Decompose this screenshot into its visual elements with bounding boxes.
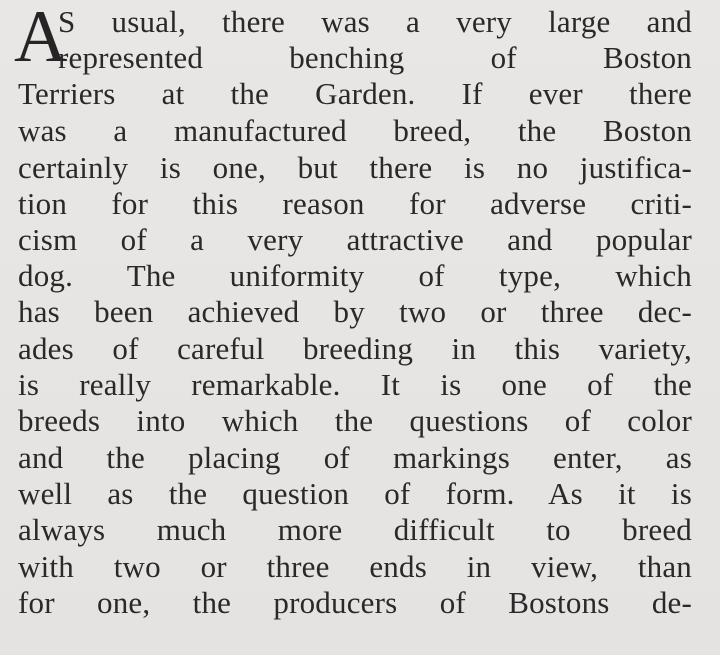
text-line-10: ades of careful breeding in this variety, — [18, 331, 692, 366]
text-line-16: with two or three ends in view, than — [18, 549, 692, 584]
text-line-12: breeds into which the questions of color — [18, 403, 692, 438]
text-line-17: for one, the producers of Bostons de- — [18, 585, 692, 620]
text-line-7: cism of a very attractive and popular — [18, 222, 692, 257]
text-line-8: dog. The uniformity of type, which — [18, 258, 692, 293]
text-line-13: and the placing of markings enter, as — [18, 440, 692, 475]
text-line-3: Terriers at the Garden. If ever there — [18, 76, 692, 111]
text-line-4: was a manufactured breed, the Boston — [18, 113, 692, 148]
text-line-9: has been achieved by two or three dec- — [18, 294, 692, 329]
text-line-14: well as the question of form. As it is — [18, 476, 692, 511]
text-line-2: represented benching of Boston — [58, 40, 692, 75]
text-line-11: is really remarkable. It is one of the — [18, 367, 692, 402]
text-line-1: S usual, there was a very large and — [58, 4, 692, 39]
text-line-6: tion for this reason for adverse criti- — [18, 186, 692, 221]
drop-cap: A — [14, 0, 68, 78]
text-line-15: always much more difficult to breed — [18, 512, 692, 547]
text-line-5: certainly is one, but there is no justifica- — [18, 150, 692, 185]
